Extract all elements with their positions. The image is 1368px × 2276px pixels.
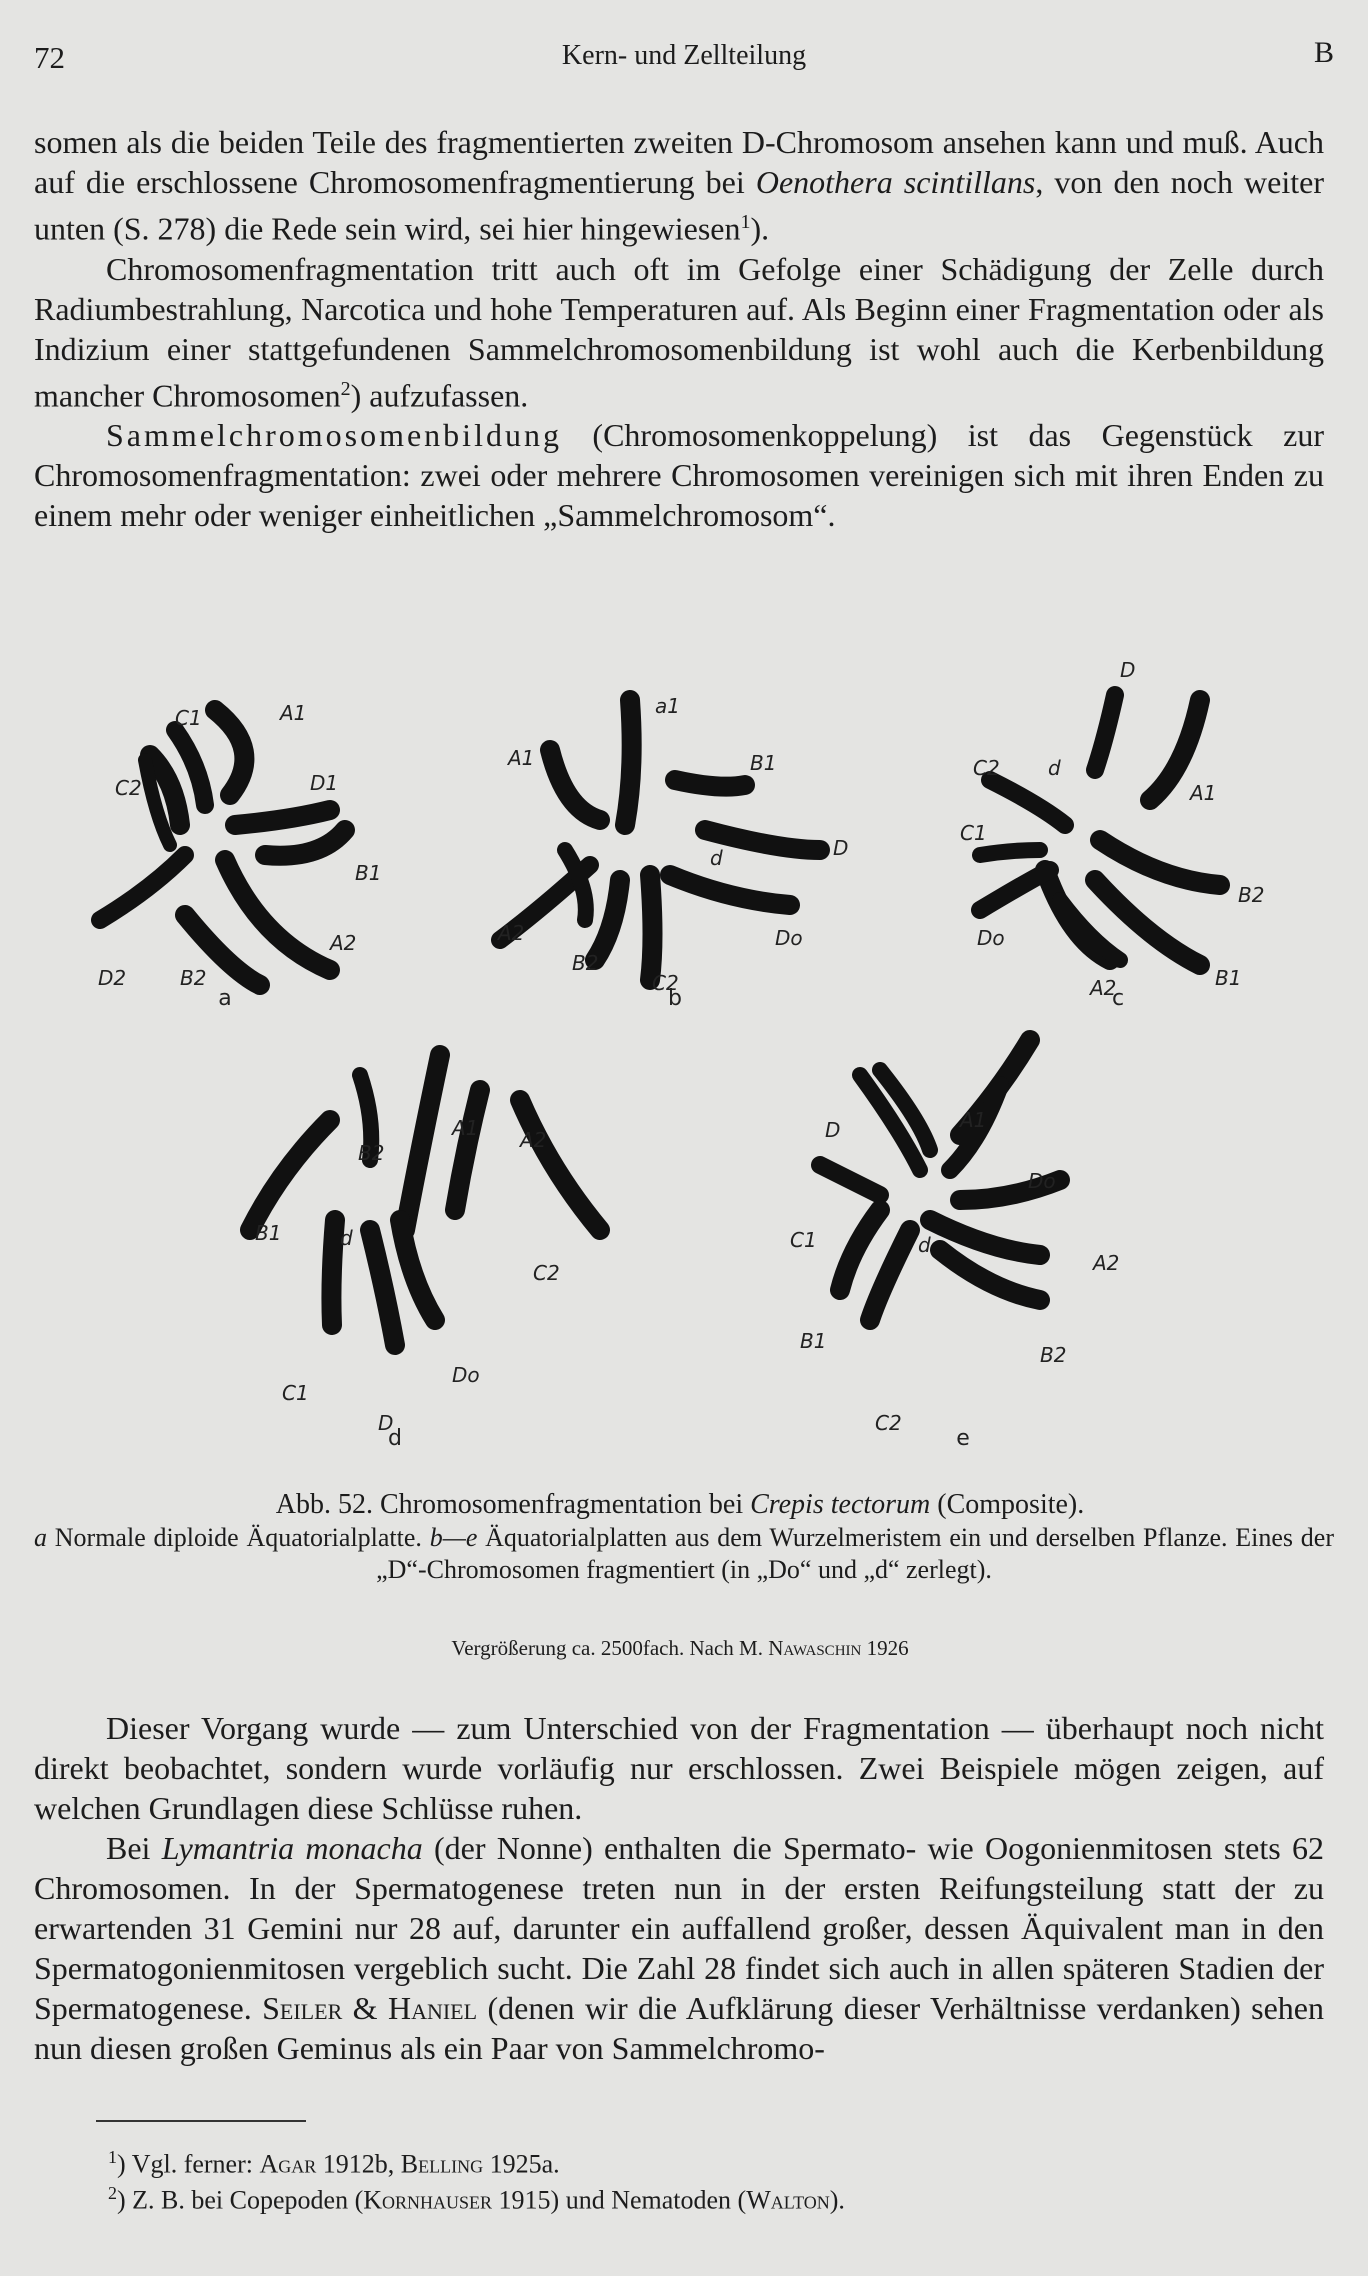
chromosome-label: A1 bbox=[508, 746, 535, 770]
chromosome-label: B1 bbox=[255, 1221, 282, 1245]
chromosome-label: B2 bbox=[358, 1141, 385, 1165]
footnote-author: Agar bbox=[259, 2149, 317, 2179]
text-run: Dieser Vorgang wurde — zum Unterschied von der Fragmentation — überhaupt noch nicht direkt beobachtet, sondern wurde vorläufig nur erschlossen. Zwei Beispiele mögen zeigen, auf welchen Grundlagen diese Schlüsse ruhen. bbox=[34, 1710, 1324, 1826]
chromosome-label: A2 bbox=[520, 1128, 547, 1152]
text-run: , von den noch weiter unten (S. 278) die Rede sein wird, sei hier hingewiesen bbox=[34, 164, 1325, 247]
text-run: Bei bbox=[106, 1830, 162, 1866]
text-run: ). bbox=[750, 210, 770, 247]
panel-letter: b bbox=[668, 986, 682, 1011]
footnote-text: ). bbox=[829, 2185, 845, 2215]
paragraph-3 bbox=[34, 415, 1324, 535]
figure-caption-title bbox=[30, 1488, 1330, 1522]
chromosome-figure bbox=[0, 640, 1368, 1470]
chromosome-label: d bbox=[340, 1226, 353, 1250]
text-run: (Chromosomenkoppelung) ist das Gegenstück zur Chromosomenfragmentation: zwei oder mehrere Chromosomen vereinigen sich mit ihren Enden zu einem mehr oder weniger einheitlichen „Sammelchromosom“. bbox=[34, 417, 1324, 534]
caption-text: Normale diploide Äquatorialplatte. bbox=[47, 1523, 430, 1552]
chromosome-label: D bbox=[378, 1411, 394, 1435]
chromosome-label: C2 bbox=[875, 1411, 902, 1435]
caption-text: Vergrößerung ca. 2500fach. Nach M. bbox=[451, 1636, 769, 1660]
chromosome-label: C2 bbox=[652, 971, 679, 995]
chromosome-label: Do bbox=[775, 926, 803, 950]
footnote-mark: 2 bbox=[108, 2183, 117, 2203]
chromosome-label: C1 bbox=[282, 1381, 309, 1405]
chromosome-label: D bbox=[833, 836, 849, 860]
chromosome-label: d bbox=[710, 846, 723, 870]
footnote-text: ) Vgl. ferner: bbox=[117, 2149, 260, 2179]
chromosome-label: B1 bbox=[800, 1329, 827, 1353]
chromosome-label: C2 bbox=[973, 756, 1000, 780]
chromosome-label: D bbox=[1120, 658, 1136, 682]
chromosome-label: A2 bbox=[1093, 1251, 1120, 1275]
paragraph-1 bbox=[34, 122, 1324, 249]
body-text-bottom bbox=[34, 1708, 1324, 2068]
chromosome-illustration bbox=[0, 640, 1368, 1470]
page-number: 72 bbox=[34, 40, 65, 75]
figure-caption-body bbox=[30, 1522, 1338, 1586]
panel-letter: c bbox=[1111, 986, 1125, 1011]
chromosome-label: A2 bbox=[498, 921, 525, 945]
chromosome-label: C2 bbox=[533, 1261, 560, 1285]
section-mark: B bbox=[1313, 36, 1334, 69]
chromosome-label: A1 bbox=[1190, 781, 1217, 805]
chromosome-label: Do bbox=[977, 926, 1005, 950]
page-header bbox=[34, 36, 1334, 80]
spaced-term: Sammelchromosomenbildung bbox=[106, 417, 562, 454]
caption-letter: b—e bbox=[429, 1523, 478, 1552]
chromosome-label: B2 bbox=[1040, 1343, 1067, 1367]
chromosome-label: D2 bbox=[98, 966, 127, 990]
caption-species: Crepis tectorum bbox=[750, 1489, 931, 1520]
panel-a bbox=[100, 710, 345, 985]
author-names: Seiler & Haniel bbox=[262, 1990, 478, 2026]
chromosome-label: Do bbox=[1028, 1169, 1056, 1193]
footnote-text: ) Z. B. bei Copepoden ( bbox=[117, 2185, 364, 2215]
footnote-text: 1915) und Nematoden ( bbox=[492, 2185, 747, 2215]
caption-text: Äquatorialplatten aus dem Wurzelmeristem ein und derselben Pflanze. Eines der „D“-Chromosomen fragmentiert (in „Do“ und „d“ zerlegt). bbox=[376, 1523, 1334, 1584]
panel-b bbox=[500, 700, 820, 980]
footnote-author: Walton bbox=[746, 2185, 830, 2215]
species-name: Lymantria monacha bbox=[161, 1830, 423, 1866]
footnote-2 bbox=[108, 2176, 1308, 2218]
species-name: Oenothera scintillans bbox=[755, 164, 1036, 200]
chromosome-label: A2 bbox=[330, 931, 357, 955]
footnote-ref: 2 bbox=[340, 377, 351, 400]
footnote-text: 1912b, bbox=[316, 2149, 401, 2179]
panel-letter: d bbox=[388, 1426, 402, 1451]
chromosome-label: B2 bbox=[180, 966, 207, 990]
chromosome-label: A1 bbox=[960, 1108, 987, 1132]
footnote-text: 1925a. bbox=[483, 2149, 560, 2179]
chromosome-label: D1 bbox=[310, 771, 339, 795]
footnote-ref: 1 bbox=[740, 211, 751, 233]
chromosome-label: C1 bbox=[790, 1228, 817, 1252]
panel-e bbox=[820, 1040, 1060, 1320]
paragraph-2 bbox=[34, 249, 1324, 416]
chromosome-label: B1 bbox=[355, 861, 382, 885]
text-run: ) aufzufassen. bbox=[350, 377, 529, 414]
footnote-author: Belling bbox=[400, 2149, 484, 2179]
panel-c bbox=[980, 695, 1220, 965]
chromosome-label: C1 bbox=[960, 821, 987, 845]
text-run: Chromosomenfragmentation tritt auch oft im Gefolge einer Schädigung der Zelle durch Radiumbestrahlung, Narcotica und hohe Temperaturen auf. Als Beginn einer Fragmentation oder als Indizium einer stattgefundenen Sammelchromosomenbildung ist wohl auch die Kerbenbildung mancher Chromosomen bbox=[34, 250, 1324, 414]
caption-text: Abb. 52. Chromosomenfragmentation bei bbox=[275, 1489, 751, 1520]
body-text-top bbox=[34, 122, 1324, 535]
chromosome-label: C1 bbox=[175, 706, 202, 730]
paragraph-5 bbox=[34, 1828, 1324, 2068]
text-run: (der Nonne) enthalten die Spermato- wie Oogonienmitosen stets 62 Chromosomen. In der Spermatogenese treten nun in der ersten Reifungsteilung statt der zu erwartenden 31 Gemini nur 28 auf, darunter ein auffallend großer, dessen Äquivalent man in den Spermatogonienmitosen vergeblich sucht. Die Zahl 28 findet sich auch in allen späteren Stadien der Spermatogenese. bbox=[34, 1830, 1325, 2026]
panel-letter: e bbox=[956, 1426, 970, 1451]
chromosome-label: B1 bbox=[1215, 966, 1242, 990]
chromosome-label: Do bbox=[452, 1363, 480, 1387]
running-title: Kern- und Zellteilung bbox=[561, 40, 807, 71]
caption-text: 1926 bbox=[861, 1636, 909, 1660]
footnote-mark: 1 bbox=[108, 2147, 117, 2167]
caption-letter: a bbox=[34, 1523, 47, 1552]
paragraph-4 bbox=[34, 1708, 1324, 1828]
chromosome-label: C2 bbox=[115, 776, 142, 800]
text-run: somen als die beiden Teile des fragmentierten zweiten D-Chromosom ansehen kann und muß. Auch auf die erschlossene Chromosomenfragmentierung bei bbox=[34, 124, 1324, 200]
footnote-rule bbox=[96, 2120, 306, 2122]
footnote-author: Kornhauser bbox=[363, 2185, 493, 2215]
chromosome-label: B2 bbox=[572, 951, 599, 975]
chromosome-label: d bbox=[1048, 756, 1061, 780]
chromosome-label: a1 bbox=[655, 694, 680, 718]
caption-text: (Composite). bbox=[930, 1489, 1085, 1520]
text-run: (denen wir die Aufklärung dieser Verhältnisse verdanken) sehen nun diesen großen Geminus als ein Paar von Sammelchromo- bbox=[34, 1990, 1325, 2066]
panel-letter: a bbox=[218, 986, 232, 1011]
chromosome-label: D bbox=[825, 1118, 841, 1142]
chromosome-label: A1 bbox=[452, 1116, 479, 1140]
figure-caption-source bbox=[30, 1634, 1330, 1662]
chromosome-label: B2 bbox=[1238, 883, 1265, 907]
chromosome-label: B1 bbox=[750, 751, 777, 775]
chromosome-label: A1 bbox=[280, 701, 307, 725]
chromosome-label: d bbox=[918, 1233, 931, 1257]
panel-d bbox=[250, 1055, 600, 1345]
chromosome-label: A2 bbox=[1090, 976, 1117, 1000]
caption-author: Nawaschin bbox=[768, 1636, 862, 1660]
